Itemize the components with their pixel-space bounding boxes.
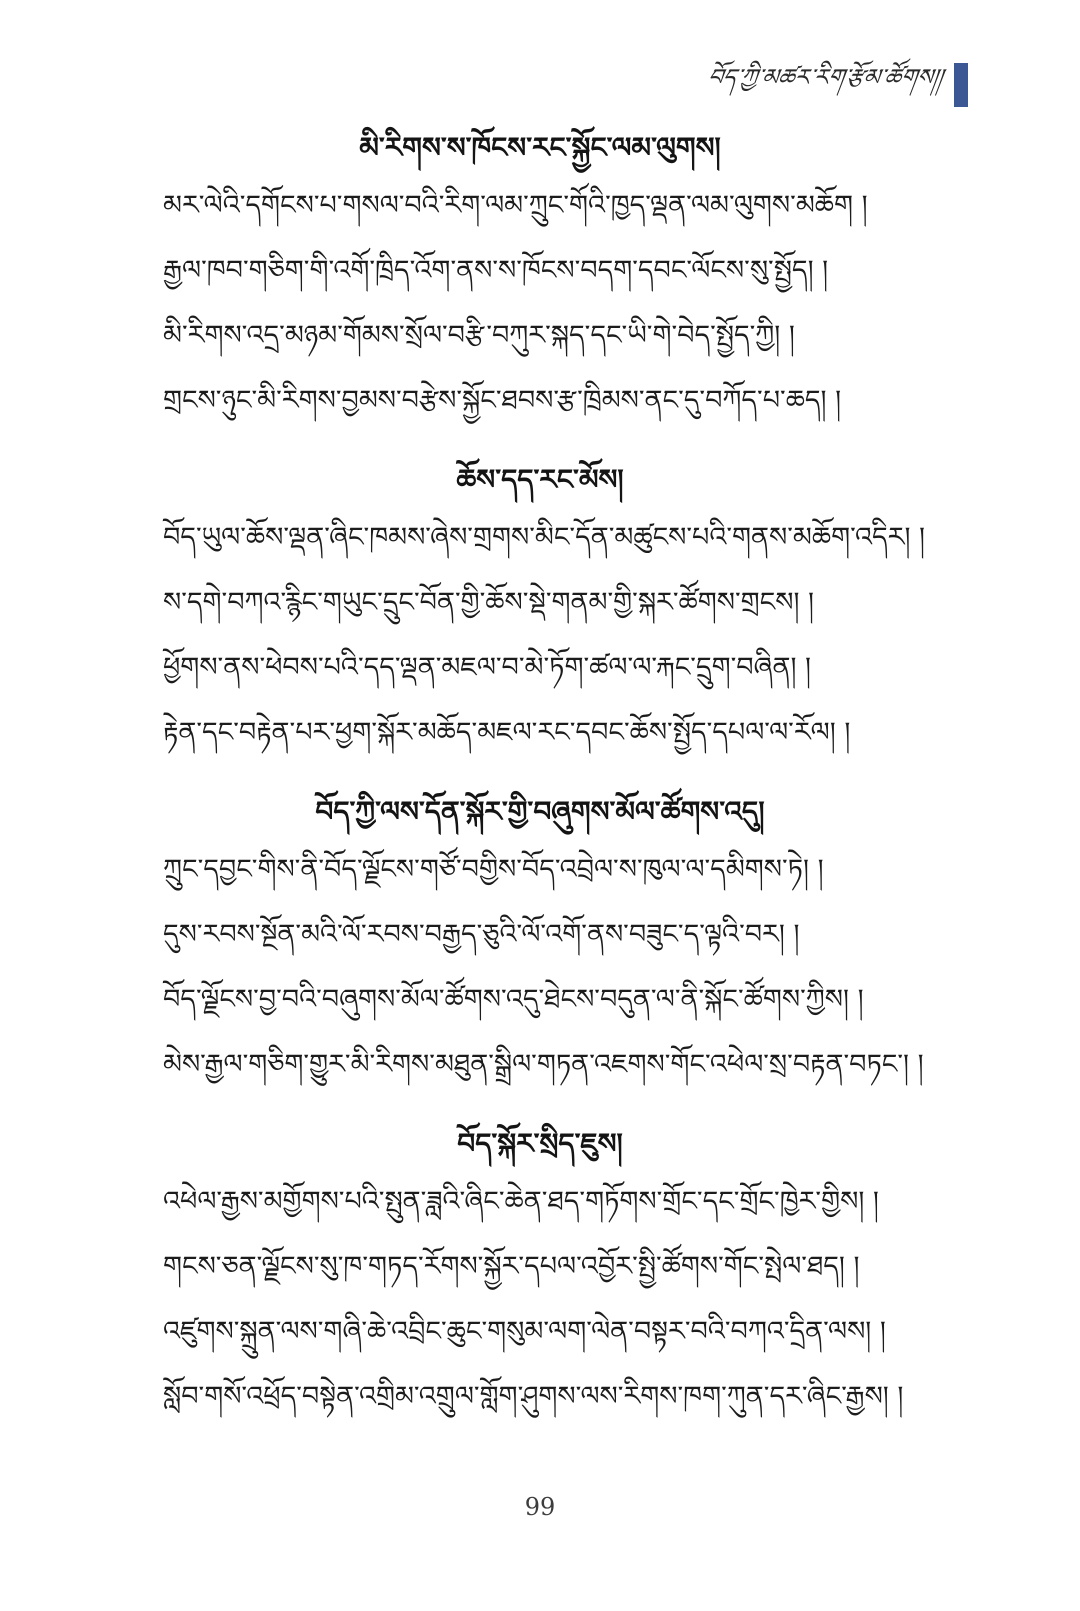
verse-line: ཕྱོགས་ནས་ཕེབས་པའི་དད་ལྡན་མཇལ་བ་མེ་ཏོག་ཚལ་ལ་རྐང་དྲུག་བཞིན། ། (163, 651, 812, 683)
verse-line: འཛུགས་སྐྲུན་ལས་གཞི་ཆེ་འབྲིང་ཆུང་གསུམ་ལག་ལེན་བསྟར་བའི་བཀའ་དྲིན་ལས། ། (163, 1315, 886, 1347)
verse-line: རྟེན་དང་བརྟེན་པར་ཕྱག་སྐོར་མཆོད་མཇལ་རང་དབང་ཆོས་སྤྱོད་དཔལ་ལ་རོལ། ། (163, 716, 851, 748)
verse-line: གངས་ཅན་ལྗོངས་སུ་ཁ་གཏད་རོགས་སྐྱོར་དཔལ་འབྱོར་སྤྱི་ཚོགས་གོང་སྤེལ་ཐད། ། (163, 1250, 860, 1282)
verse-line: རྒྱལ་ཁབ་གཅིག་གི་འགོ་ཁྲིད་འོག་ནས་ས་ཁོངས་བདག་དབང་ལོངས་སུ་སྤྱོད། ། (163, 254, 829, 286)
poem-title: མི་རིགས་ས་ཁོངས་རང་སྐྱོང་ལམ་ལུགས། (359, 131, 721, 164)
verse-line: སློབ་གསོ་འཕྲོད་བསྟེན་འགྲིམ་འགྲུལ་གློག་ཤུགས་ལས་རིགས་ཁག་ཀུན་དར་ཞིང་རྒྱས། ། (163, 1380, 904, 1412)
poem-title: བོད་སྐོར་སྲིད་ཇུས། (457, 1127, 623, 1160)
poem-section-2 (0, 454, 1080, 772)
verse-line: བོད་ལྗོངས་བྱ་བའི་བཞུགས་མོལ་ཚོགས་འདུ་ཐེངས་བདུན་ལ་ནི་སྐོང་ཚོགས་ཀྱིས། ། (163, 983, 864, 1015)
verse-line: མར་ལེའི་དགོངས་པ་གསལ་བའི་རིག་ལམ་ཀྲུང་གོའི་ཁྱད་ལྡན་ལམ་ལུགས་མཆོག ། (163, 189, 868, 221)
verse-line: གྲངས་ཉུང་མི་རིགས་བྱམས་བརྩེས་སྐྱོང་ཐབས་རྩ་ཁྲིམས་ནང་དུ་བཀོད་པ་ཆད། ། (163, 384, 842, 416)
running-header-text: བོད་ཀྱི་མཚར་རིག་རྩོམ་ཚོགས།། (706, 65, 945, 91)
verse-line: མེས་རྒྱལ་གཅིག་གྱུར་མི་རིགས་མཐུན་སྒྲིལ་གཏན་འཇགས་གོང་འཕེལ་སྲ་བརྟན་བཏང་། ། (163, 1048, 924, 1080)
poem-title: བོད་ཀྱི་ལས་དོན་སྐོར་གྱི་བཞུགས་མོལ་ཚོགས་འདུ། (315, 795, 765, 828)
page-content (0, 108, 1080, 1436)
header-accent-bar (954, 63, 968, 107)
poem-title: ཆོས་དད་རང་མོས། (456, 463, 624, 496)
verse-line: དུས་རབས་སྔོན་མའི་ལོ་རབས་བརྒྱད་ཅུའི་ལོ་འགོ་ནས་བཟུང་ད་ལྟའི་བར། ། (163, 918, 800, 950)
verse-line: འཕེལ་རྒྱས་མགྱོགས་པའི་སྤུན་ཟླའི་ཞིང་ཆེན་ཐད་གཏོགས་གྲོང་དང་གྲོང་ཁྱེར་གྱིས། ། (163, 1185, 879, 1217)
verse-line: མི་རིགས་འདྲ་མཉམ་གོམས་སྲོལ་བརྩི་བཀུར་སྐད་དང་ཡི་གེ་བེད་སྤྱོད་ཀྱི། ། (163, 319, 795, 351)
verse-line: བོད་ཡུལ་ཆོས་ལྡན་ཞིང་ཁམས་ཞེས་གྲགས་མིང་དོན་མཚུངས་པའི་གནས་མཆོག་འདིར། ། (163, 521, 926, 553)
poem-section-1 (0, 122, 1080, 440)
verse-line: ས་དགེ་བཀའ་རྙིང་གཡུང་དྲུང་བོན་གྱི་ཆོས་སྡེ་གནམ་གྱི་སྐར་ཚོགས་གྲངས། ། (163, 586, 815, 618)
page-number: 99 (524, 1493, 556, 1521)
poem-section-3 (0, 786, 1080, 1104)
poem-section-4 (0, 1118, 1080, 1436)
verse-line: ཀྲུང་དབྱང་གིས་ནི་བོད་ལྗོངས་གཙོ་བགྱིས་བོད་འབྲེལ་ས་ཁུལ་ལ་དམིགས་ཏེ། ། (163, 853, 824, 885)
